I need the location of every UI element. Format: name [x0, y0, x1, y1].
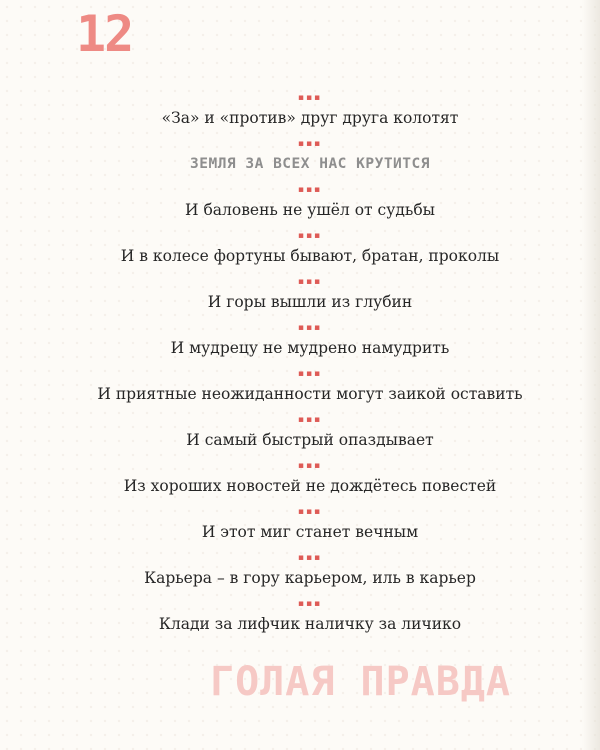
- toc-entry-title: Карьера – в гору карьером, иль в карьер: [144, 569, 476, 587]
- dot-marker-icon: ▪▪▪: [297, 553, 323, 563]
- dot-marker-icon: ▪▪▪: [297, 277, 323, 287]
- toc-entry: [0, 414, 600, 460]
- dot-marker-icon: ▪▪▪: [297, 185, 323, 195]
- dot-marker-icon: ▪▪▪: [297, 231, 323, 241]
- toc-entry-title: И в колесе фортуны бывают, братан, проколы: [120, 247, 500, 265]
- toc-entry-title: И баловень не ушёл от судьбы: [185, 201, 435, 219]
- toc-entry: [0, 138, 600, 184]
- page-binding-edge: [582, 0, 600, 750]
- dot-marker-icon: ▪▪▪: [297, 461, 323, 471]
- toc-entry: [0, 506, 600, 552]
- toc-entry: [0, 230, 600, 276]
- toc-entry-title: «За» и «против» друг друга колотят: [161, 109, 459, 127]
- toc-entry-title: И горы вышли из глубин: [207, 293, 413, 311]
- toc-entry: [0, 184, 600, 230]
- dot-marker-icon: ▪▪▪: [297, 507, 323, 517]
- toc-entry-title: И мудрецу не мудрено намудрить: [170, 339, 450, 357]
- dot-marker-icon: ▪▪▪: [297, 599, 323, 609]
- dot-marker-icon: ▪▪▪: [297, 139, 323, 149]
- page-number: 12: [76, 5, 133, 63]
- dot-marker-icon: ▪▪▪: [297, 415, 323, 425]
- toc-entry: [0, 460, 600, 506]
- toc-entry-title: Из хороших новостей не дождётесь повестей: [123, 477, 497, 495]
- toc-entry-title-current: ЗЕМЛЯ ЗА ВСЕХ НАС КРУТИТСЯ: [190, 156, 430, 172]
- dot-marker-icon: ▪▪▪: [297, 323, 323, 333]
- toc-entry-title: И этот миг станет вечным: [201, 523, 419, 541]
- toc-entry: [0, 598, 600, 644]
- toc-entry-title: Клади за лифчик наличку за личико: [158, 615, 462, 633]
- toc-entry: [0, 276, 600, 322]
- dot-marker-icon: ▪▪▪: [297, 369, 323, 379]
- section-title: ГОЛАЯ ПРАВДА: [210, 659, 511, 705]
- table-of-contents: [0, 92, 600, 644]
- toc-entry: [0, 552, 600, 598]
- toc-entry: [0, 322, 600, 368]
- toc-entry-title: И самый быстрый опаздывает: [186, 431, 434, 449]
- dot-marker-icon: ▪▪▪: [297, 93, 323, 103]
- toc-entry-title: И приятные неожиданности могут заикой оставить: [97, 385, 523, 403]
- toc-entry: [0, 92, 600, 138]
- toc-entry: [0, 368, 600, 414]
